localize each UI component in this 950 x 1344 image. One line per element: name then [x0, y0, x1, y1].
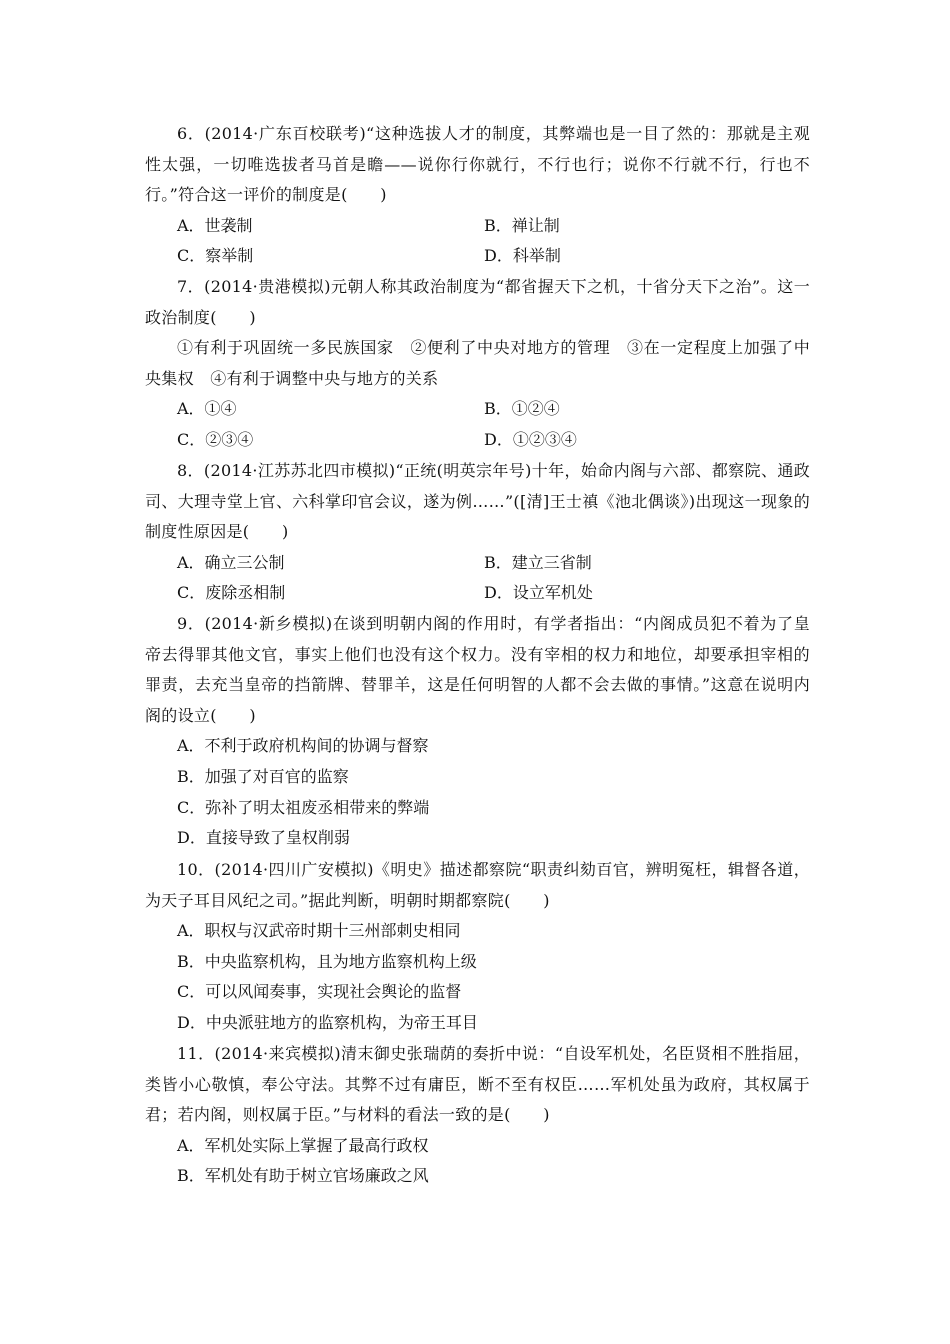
- option-c: C．②③④: [177, 429, 254, 449]
- option-a: A．军机处实际上掌握了最高行政权: [177, 1135, 429, 1155]
- option-a: A．世袭制: [177, 215, 253, 235]
- question-stem: 7．(2014·贵港模拟)元朝人称其政治制度为“都省握天下之机，十省分天下之治”。这一政治制度( ): [145, 277, 810, 327]
- options-row: [145, 394, 810, 425]
- options-row: [145, 425, 810, 456]
- options-row: [145, 241, 810, 272]
- question-stem: 11．(2014·来宾模拟)清末御史张瑞荫的奏折中说：“自设军机处，名臣贤相不胜指屈，类皆小心敬慎，奉公守法。其弊不过有庸臣，断不至有权臣……军机处虽为政府，其权属于君；若内阁，则权属于臣。”与材料的看法一致的是( ): [145, 1044, 810, 1125]
- option-d: D．设立军机处: [484, 583, 593, 603]
- option-d: D．直接导致了皇权削弱: [177, 828, 350, 848]
- question-9: [145, 609, 810, 854]
- question-stem: 9．(2014·新乡模拟)在谈到明朝内阁的作用时，有学者指出：“内阁成员犯不着为了皇帝去得罪其他文官，事实上他们也没有这个权力。没有宰相的权力和地位，却要承担宰相的罪责，去充当皇帝的挡箭牌、替罪羊，这是任何明智的人都不会去做的事情。”这意在说明内阁的设立( ): [145, 614, 810, 725]
- options-row: [145, 548, 810, 579]
- question-stem: 10．(2014·四川广安模拟)《明史》描述都察院“职责纠劾百官，辨明冤枉，辑督各道，为天子耳目风纪之司。”据此判断，明朝时期都察院( ): [145, 860, 810, 910]
- option-b: B．中央监察机构，且为地方监察机构上级: [177, 951, 477, 971]
- option-c: C．废除丞相制: [177, 583, 286, 603]
- option-c: C．可以风闻奏事，实现社会舆论的监督: [177, 982, 462, 1002]
- question-6: [145, 119, 810, 272]
- question-stem: 6．(2014·广东百校联考)“这种选拔人才的制度，其弊端也是一目了然的：那就是主观性太强，一切唯选拔者马首是瞻——说你行你就行，不行也行；说你不行就不行，行也不行。”符合这一评价的制度是( ): [145, 124, 810, 205]
- option-d: D．中央派驻地方的监察机构，为帝王耳目: [177, 1012, 478, 1032]
- question-11: [145, 1039, 810, 1192]
- option-c: C．弥补了明太祖废丞相带来的弊端: [177, 797, 430, 817]
- option-c: C．察举制: [177, 246, 254, 266]
- option-b: B．①②④: [484, 399, 560, 419]
- option-d: D．科举制: [484, 246, 561, 266]
- option-d: D．①②③④: [484, 429, 577, 449]
- option-b: B．加强了对百官的监察: [177, 766, 349, 786]
- option-a: A．不利于政府机构间的协调与督察: [177, 736, 429, 756]
- question-8: [145, 456, 810, 609]
- option-a: A．确立三公制: [177, 552, 285, 572]
- options-row: [145, 578, 810, 609]
- option-b: B．军机处有助于树立官场廉政之风: [177, 1166, 429, 1186]
- question-7: [145, 272, 810, 456]
- question-10: [145, 855, 810, 1039]
- question-stem: 8．(2014·江苏苏北四市模拟)“正统(明英宗年号)十年，始命内阁与六部、都察院、通政司、大理寺堂上官、六科掌印官会议，遂为例……”([清]王士禛《池北偶谈》)出现这一现象的制度性原因是( ): [145, 461, 810, 542]
- options-row: [145, 211, 810, 242]
- question-statements: ①有利于巩固统一多民族国家 ②便利了中央对地方的管理 ③在一定程度上加强了中央集权 ④有利于调整中央与地方的关系: [145, 338, 810, 388]
- option-a: A．职权与汉武帝时期十三州部刺史相同: [177, 921, 461, 941]
- option-a: A．①④: [177, 399, 237, 419]
- option-b: B．建立三省制: [484, 552, 592, 572]
- option-b: B．禅让制: [484, 215, 560, 235]
